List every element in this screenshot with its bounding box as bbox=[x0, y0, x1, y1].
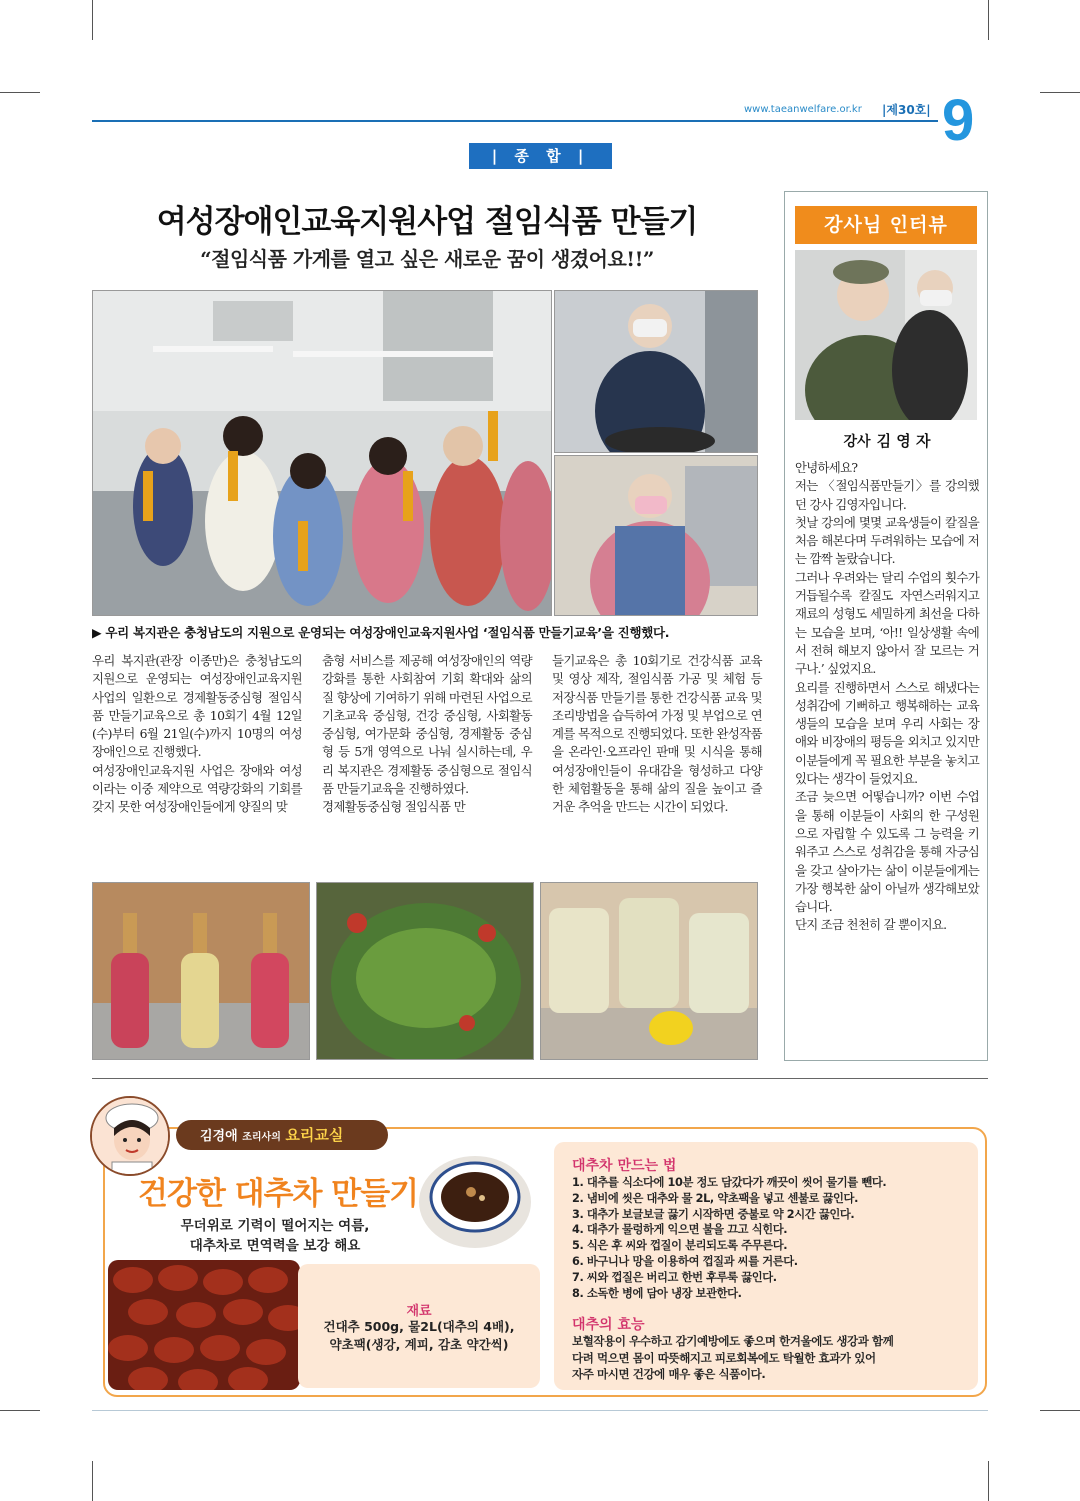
cooking-photo-top bbox=[554, 290, 758, 453]
page-number: 9 bbox=[942, 88, 975, 153]
article-subhead: “절임식품 가게를 열고 싶은 새로운 꿈이 생겼어요!!” bbox=[200, 247, 654, 271]
list-item: 7. 씨와 껍질은 버리고 한번 후루룩 끓인다. bbox=[572, 1270, 777, 1284]
crop-mark bbox=[988, 1461, 989, 1501]
crop-mark bbox=[92, 1461, 93, 1501]
ingredients-label: 재료 bbox=[406, 1304, 432, 1319]
list-item: 8. 소독한 병에 담아 냉장 보관한다. bbox=[572, 1286, 742, 1300]
crop-mark bbox=[1040, 92, 1080, 93]
list-item: 1. 대추를 식소다에 10분 정도 담갔다가 깨끗이 씻어 물기를 뺀다. bbox=[572, 1176, 887, 1189]
website-url: www.taeanwelfare.or.kr bbox=[744, 104, 862, 115]
photo-caption: ▶ 우리 복지관은 충청남도의 지원으로 운영되는 여성장애인교육지원사업 ‘절임식품 만들기교육’을 진행했다. bbox=[92, 625, 670, 640]
chef-avatar bbox=[90, 1096, 170, 1176]
instructor-photo bbox=[795, 250, 977, 420]
interview-text: 안녕하세요? 저는 〈절임식품만들기〉를 강의했던 강사 김영자입니다. 첫날 강의에 몇몇 교육생들이 칼질을 처음 해본다며 두려워하는 모습에 저는 깜짝 놀랐습니다. 그러나 우려와는 달리 수업의 횟수가 거듭될수록 칼질도 자연스러워지고 재료의 성형도 세밀하게 최선을 다하는 모습을 보며, ‘아!! 일상생활 속에서 전혀 해보지 않아서 잘 모르는 거구나.’ 싶었지요. 요리를 진행하면서 스스로 해냈다는 성취감에 기뻐하고 행복해하는 교육생들의 모습을 보며 우리 사회는 장애와 비장애의 평등을 외치고 있지만 이분들에게 꼭 필요한 부분을 놓치고 있다는 생각이 들었지요. 조금 늦으면 어떻습니까? 이번 수업을 통해 이분들이 사회의 한 구성원으로 자립할 수 있도록 그 능력을 키워주고 스스로 성취감을 통해 자긍심을 갖고 살아가는 삶이 이분들에게는 가장 행복한 삶이 아닐까 생각해보았습니다. 단지 조금 천천히 갈 뿐이지요. bbox=[795, 460, 979, 933]
article-column-2: 춤형 서비스를 제공해 여성장애인의 역량강화를 통한 사회참여 기회 확대와 삶의 질 향상에 기여하기 위해 마련된 사업으로 기초교육 중심형, 건강 중심형, 사회활동 중심형, 여가문화 중심형, 경제활동 중심형 등 5개 영역으로 나눠 실시하는데, 우리 복지관은 경제활동 중심형으로 절임식품 만들기교육을 진행하였다. 경제활동중심형 절임식품 만 bbox=[322, 653, 532, 815]
issue-number: |제30호| bbox=[882, 103, 931, 117]
list-item: 5. 식은 후 씨와 껍질이 분리되도록 주무른다. bbox=[572, 1239, 788, 1253]
pickle-jar-photo bbox=[316, 882, 534, 1060]
jujube-tea-cup bbox=[416, 1142, 534, 1252]
article-column-3: 들기교육은 총 10회기로 건강식품 교육 및 영상 제작, 절임식품 가공 및 체험 등 저장식품 만들기를 통한 건강식품 교육 및 조리방법을 습득하여 가정 및 부업으로 연계를 목적으로 진행되었다. 또한 완성작품을 온라인·오프라인 판매 및 시식을 통해 여성장애인들이 유대감을 형성하고 다양한 체험활동을 통해 삶의 질을 높이고 즐거운 추억을 만드는 시간이 되었다. bbox=[552, 653, 762, 815]
instructor-role: 강사 bbox=[843, 434, 871, 450]
section-tag: | 종 합 | bbox=[469, 143, 612, 169]
list-item: 6. 바구니나 망을 이용하여 껍질과 씨를 거른다. bbox=[572, 1254, 798, 1268]
ingredients-text: 건대추 500g, 물2L(대추의 4배), 약초팩(생강, 계피, 감초 약간씩) bbox=[323, 1319, 515, 1352]
ribbon-name: 김경애 bbox=[200, 1129, 238, 1144]
steps-list bbox=[572, 1175, 972, 1301]
crop-mark bbox=[0, 92, 40, 93]
recipe-title: 건강한 대추차 만들기 bbox=[138, 1176, 419, 1212]
jujube-photo bbox=[108, 1260, 300, 1390]
crop-mark bbox=[1040, 1410, 1080, 1411]
list-item: 2. 냄비에 씻은 대추와 물 2L, 약초팩을 넣고 센불로 끓인다. bbox=[572, 1191, 858, 1205]
interview-sidebar bbox=[784, 191, 988, 1061]
crop-mark bbox=[988, 0, 989, 40]
crop-mark bbox=[92, 0, 93, 40]
recipe-ribbon bbox=[176, 1120, 388, 1150]
bottom-rule bbox=[92, 1410, 988, 1411]
lemon-jars-photo bbox=[540, 882, 758, 1060]
header-rule bbox=[92, 120, 938, 122]
list-item: 4. 대추가 물렁하게 익으면 불을 끄고 식힌다. bbox=[572, 1223, 788, 1237]
pickle-bottles-photo bbox=[92, 882, 310, 1060]
interview-title: 강사님 인터뷰 bbox=[795, 206, 977, 244]
cooking-photo-bottom bbox=[554, 455, 758, 616]
article-column-1: 우리 복지관(관장 이종만)은 충청남도의 지원으로 운영되는 여성장애인교육지원사업의 일환으로 경제활동중심형 절임식품 만들기교육으로 총 10회기 4월 12일(수)부터 6월 21일(수)까지 10명의 여성장애인으로 진행했다. 여성장애인교육지원 사업은 장애와 여성이라는 이중 제약으로 역량강화의 기회를 갖지 못한 여성장애인들에게 양질의 맞 bbox=[92, 653, 302, 815]
effects-title: 대추의 효능 bbox=[572, 1317, 645, 1333]
crop-mark bbox=[0, 1410, 40, 1411]
section-divider bbox=[92, 1078, 988, 1079]
list-item: 3. 대추가 보글보글 끓기 시작하면 중불로 약 2시간 끓인다. bbox=[572, 1207, 855, 1221]
instructor-name-line bbox=[785, 430, 989, 451]
effects-text: 보혈작용이 우수하고 감기예방에도 좋으며 한겨울에도 생강과 함께 다려 먹으면 몸이 따뜻해지고 피로회복에도 탁월한 효과가 있어 자주 마시면 건강에 매우 좋은 식품이다. bbox=[572, 1334, 894, 1381]
ribbon-small: 조리사의 bbox=[242, 1132, 281, 1143]
steps-title: 대추차 만드는 법 bbox=[572, 1158, 677, 1174]
article-headline: 여성장애인교육지원사업 절임식품 만들기 bbox=[156, 204, 698, 240]
ribbon-logo: 요리교실 bbox=[285, 1126, 344, 1144]
recipe-subtitle: 무더위로 기력이 떨어지는 여름, 대추차로 면역력을 보강 해요 bbox=[180, 1218, 370, 1254]
group-photo bbox=[92, 290, 552, 616]
instructor-name: 김 영 자 bbox=[876, 432, 931, 450]
